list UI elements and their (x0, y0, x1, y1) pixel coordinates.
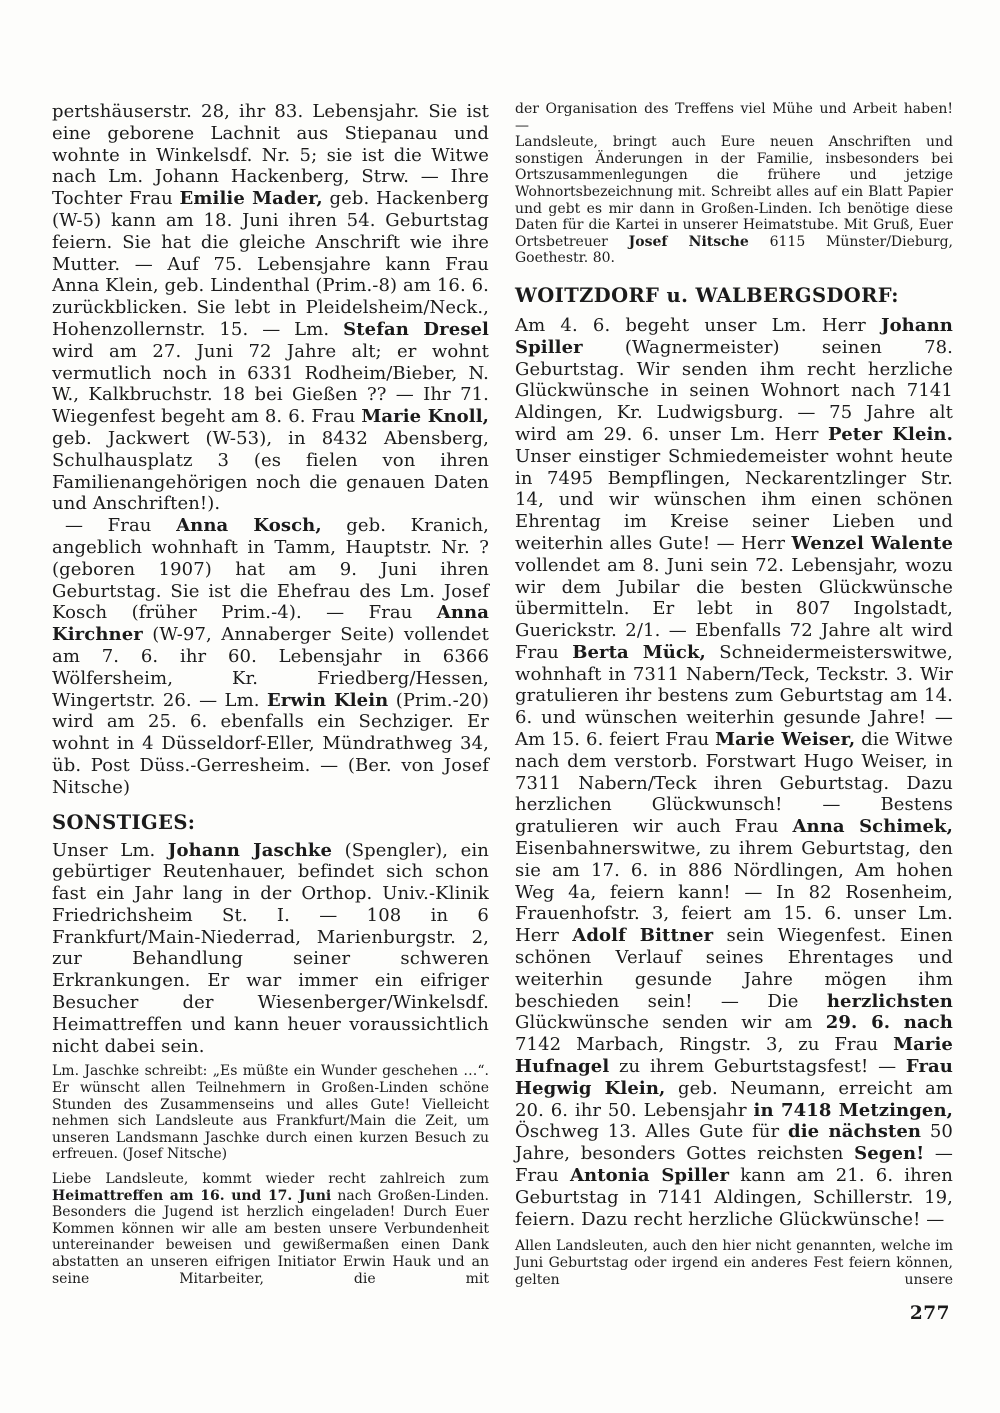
para-jaschke-quote: Lm. Jaschke schreibt: „Es müßte ein Wunder geschehen …“. Er wünscht allen Teilnehmern in Großen-Linden schöne Stunden des Zusammenseins und alles Gute! Vielleicht nehmen sich Landsleute aus Frankfurt/Main die Zeit, um unseren Landsmann Jaschke durch einen kurzen Besuch zu erfreuen. (Josef Nitsche) (52, 1063, 489, 1163)
para-heimattreffen-appeal: Liebe Landsleute, kommt wieder recht zahlreich zum Heimattreffen am 16. und 17. Juni nach Großen-Linden. Besonders die Jugend ist herzlich eingeladen! Durch Euer Kommen können wir alle am besten unsere Verbundenheit untereinander beweisen und gewißermaßen einen Dank abstatten an unseren eifrigen Initiator Erwin Hauk und an seine Mitarbeiter, die mit (52, 1171, 489, 1287)
para-johann-jaschke: Unser Lm. Johann Jaschke (Spengler), ein gebürtiger Reutenhauer, befindet sich schon fast ein Jahr lang in der Orthop. Univ.-Klinik Friedrichsheim St. I. — 108 in 6 Frankfurt/Main-Niederrad, Marienburgstr. 2, zur Behandlung seiner schweren Erkrankungen. Er war immer ein eifriger Besucher der Wiesenberger/Winkelsdf. Heimattreffen und kann heuer voraussichtlich nicht dabei sein. (52, 839, 489, 1057)
para-kosch-kirchner-klein: — Frau Anna Kosch, geb. Kranich, angeblich wohnhaft in Tamm, Hauptstr. Nr. ? (geboren 1907) hat am 9. Juni ihren Geburtstag. Sie ist die Ehefrau des Lm. Josef Kosch (früher Prim.-4). — Frau Anna Kirchner (W-97, Annaberger Seite) vollendet am 7. 6. ihr 60. Lebensjahr in 6366 Wölfersheim, Kr. Friedberg/Hessen, Wingertstr. 26. — Lm. Erwin Klein (Prim.-20) wird am 25. 6. ebenfalls ein Sechziger. Er wohnt in 4 Düsseldorf-Eller, Mündrathweg 34, üb. Post Düss.-Gerresheim. — (Ber. von Josef Nitsche) (52, 515, 489, 798)
para-birthdays-continued: pertshäuserstr. 28, ihr 83. Lebensjahr. Sie ist eine geborene Lachnit aus Stiepanau und wohnte in Winkelsdf. Nr. 5; sie ist die Witwe nach Lm. Johann Hackenberg, Strw. — Ihre Tochter Frau Emilie Mader, geb. Hackenberg (W-5) kann am 18. Juni ihren 54. Geburtstag feiern. Sie hat die gleiche Anschrift wie ihre Mutter. — Auf 75. Lebensjahre kann Frau Anna Klein, geb. Lindenthal (Prim.-8) am 16. 6. zurückblicken. Sie lebt in Pleidelsheim/Neck., Hohenzollernstr. 15. — Lm. Stefan Dresel wird am 27. Juni 72 Jahre alt; er wohnt vermutlich noch in 6331 Rodheim/Bieber, N. W., Kalkbruchstr. 18 bei Gießen ?? — Ihr 71. Wiegenfest begeht am 8. 6. Frau Marie Knoll, geb. Jackwert (W-53), in 8432 Abensberg, Schulhausplatz 3 (es fielen von ihren Familienangehörigen noch die genauen Daten und Anschriften!). (52, 101, 490, 515)
right-column (515, 101, 953, 1288)
para-kartei-notice: Landsleute, bringt auch Eure neuen Anschriften und sonstigen Änderungen in der Familie, insbesonders bei Ortszusammenlegungen die frühere und jetzige Wohnortsbezeichnung mit. Schreibt alles auf ein Blatt Papier und gebt es mir dann in Großen-Linden. Ich benötige diese Daten für die Kartei in unserer Heimatstube. Mit Gruß, Euer Ortsbetreuer Josef Nitsche 6115 Münster/Dieburg, Goethestr. 80. (515, 134, 953, 267)
heading-woitzdorf-walbergsdorf: WOITZDORF u. WALBERGSDORF: (515, 283, 899, 307)
para-woitzdorf-birthdays: Am 4. 6. begeht unser Lm. Herr Johann Spiller (Wagnermeister) seinen 78. Geburtstag. Wir senden ihm recht herzliche Glückwünsche in seinen Wohnort nach 7141 Aldingen, Kr. Ludwigsburg. — 75 Jahre alt wird am 29. 6. unser Lm. Herr Peter Klein. Unser einstiger Schmiedemeister wohnt heute in 7495 Bempflingen, Neckarentzlinger Str. 14, und wir wünschen ihm einen schönen Ehrentag im Kreise seiner Lieben und weiterhin alles Gute! — Herr Wenzel Walente vollendet am 8. Juni sein 72. Lebensjahr, wozu wir dem Jubilar die besten Glückwünsche übermitteln. Er lebt in 807 Ingolstadt, Guerickstr. 2/1. — Ebenfalls 72 Jahre alt wird Frau Berta Mück, Schneidermeisterswitwe, wohnhaft in 7311 Nabern/Teck, Teckstr. 3. Wir gratulieren ihr bestens zum Geburtstag am 14. 6. und wünschen weiterhin gesunde Jahre! — Am 15. 6. feiert Frau Marie Weiser, die Witwe nach dem verstorb. Forstwart Hugo Weiser, in 7311 Nabern/Teck ihren Geburtstag. Dazu herzlichen Glückwunsch! — Bestens gratulieren wir auch Frau Anna Schimek, Eisenbahnerswitwe, zu ihrem Geburtstag, den sie am 17. 6. in 886 Nördlingen, Am hohen Weg 4a, feiern kann! — In 82 Rosenheim, Frauenhofstr. 3, feiert am 15. 6. unser Lm. Herr Adolf Bittner sein Wiegenfest. Einen schönen Verlauf seines Ehrentages und weiterhin gesunde Jahre mögen ihm beschieden sein! — Die herzlichsten Glückwünsche senden wir am 29. 6. nach 7142 Marbach, Ringstr. 3, zu Frau Marie Hufnagel zu ihrem Geburtstagsfest! — Frau Hegwig Klein, geb. Neumann, erreicht am 20. 6. ihr 50. Lebensjahr in 7418 Metzingen, Öschweg 13. Alles Gute für die nächsten 50 Jahre, besonders Gottes reichsten Segen! — Frau Antonia Spiller kann am 21. 6. ihren Geburtstag in 7141 Aldingen, Schillerstr. 19, feiern. Dazu recht herzliche Glückwünsche! — (515, 314, 954, 1230)
left-column (52, 101, 489, 1287)
para-june-birthdays-general: Allen Landsleuten, auch den hier nicht genannten, welche im Juni Geburtstag oder irgend ein anderes Fest feiern können, gelten unsere (515, 1238, 953, 1288)
page-number: 277 (909, 1303, 950, 1324)
heading-sonstiges: SONSTIGES: (52, 810, 196, 834)
para-treffen-organisation: der Organisation des Treffens viel Mühe und Arbeit haben! — (515, 101, 953, 134)
